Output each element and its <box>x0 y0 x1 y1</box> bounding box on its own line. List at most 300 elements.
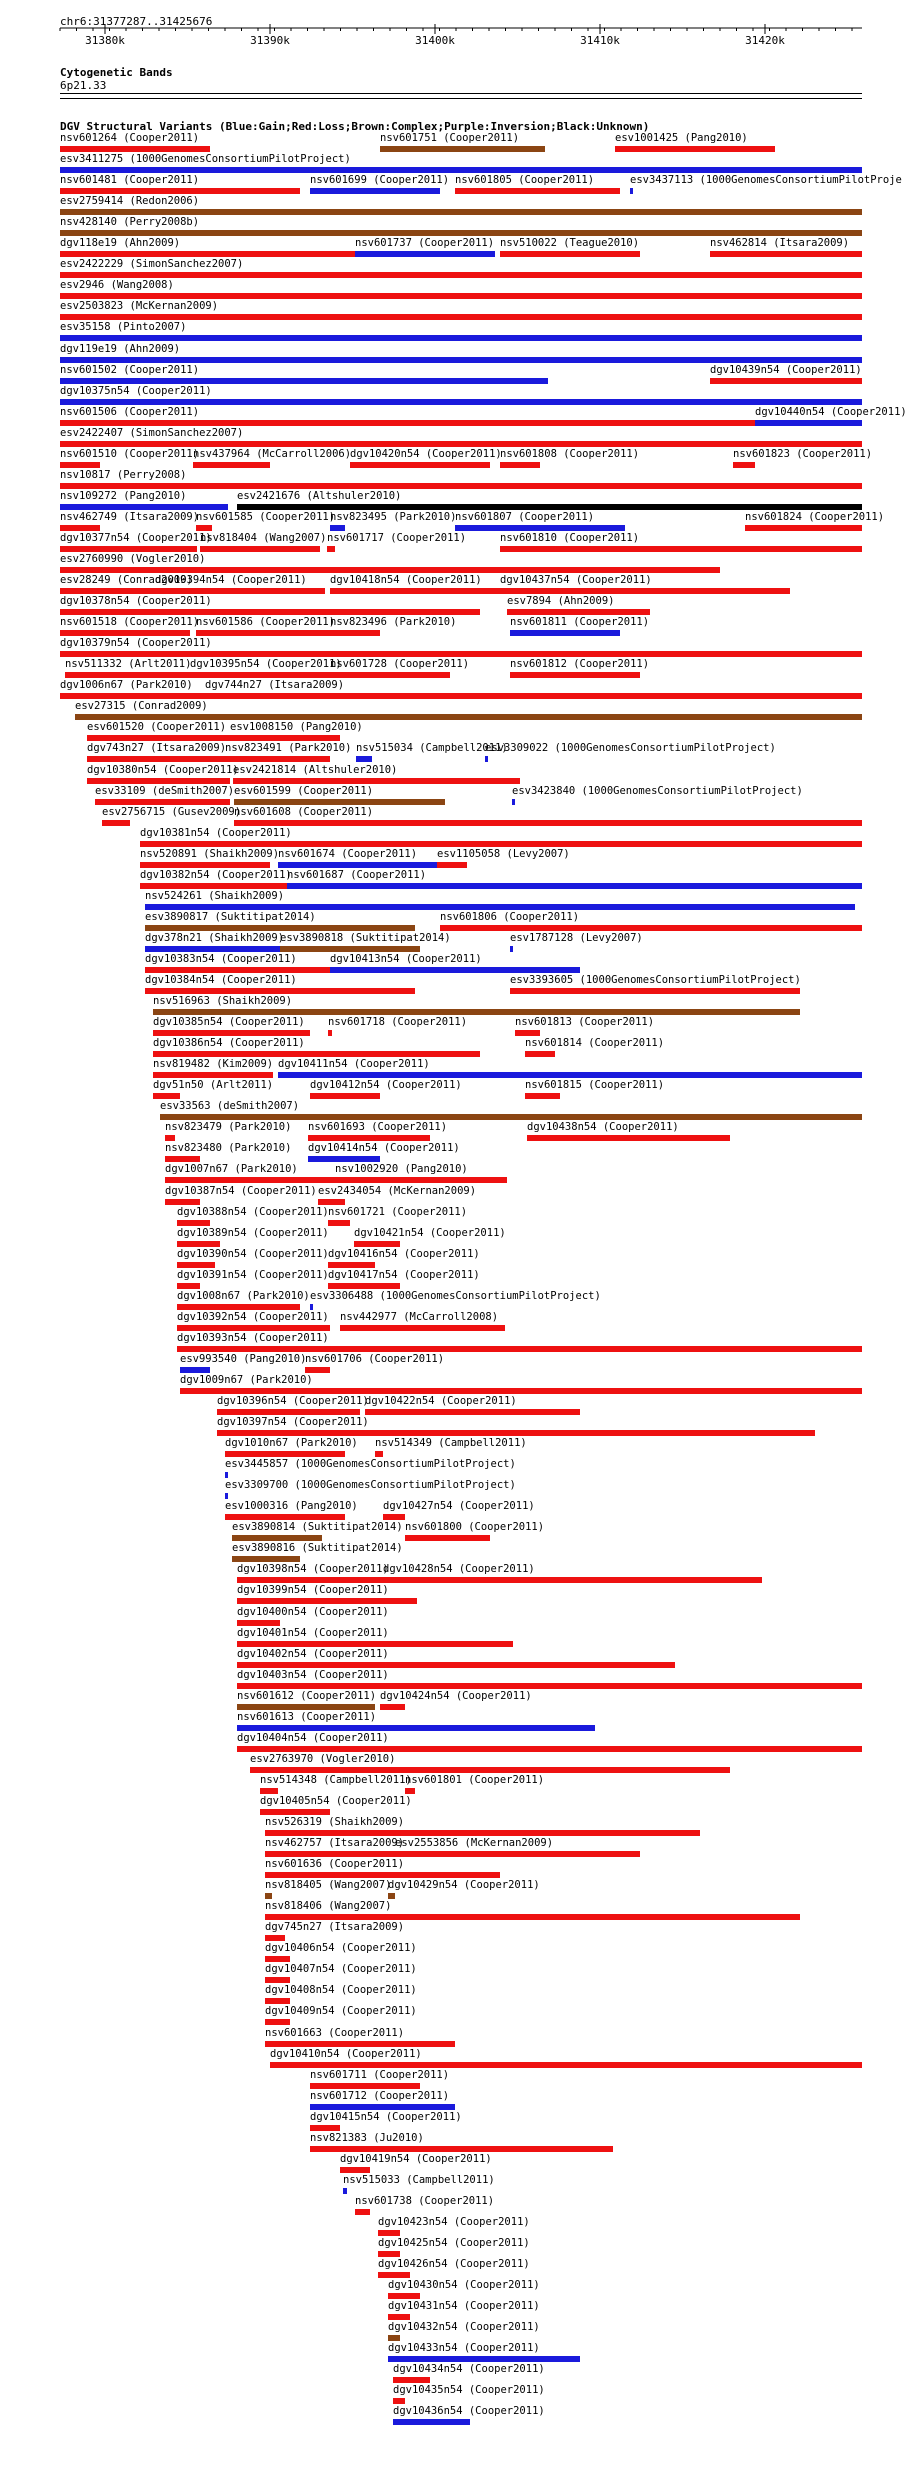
dgv-feature-bar[interactable] <box>60 441 862 447</box>
dgv-feature-bar[interactable] <box>375 1451 383 1457</box>
dgv-feature[interactable] <box>60 428 862 450</box>
dgv-feature-bar[interactable] <box>237 1577 383 1583</box>
dgv-feature[interactable] <box>265 1859 500 1881</box>
dgv-feature-bar[interactable] <box>388 1893 395 1899</box>
dgv-feature[interactable] <box>378 2237 530 2260</box>
dgv-feature[interactable] <box>165 1142 292 1165</box>
dgv-feature[interactable] <box>265 1942 417 1965</box>
dgv-feature[interactable] <box>375 1437 527 1460</box>
dgv-feature[interactable] <box>260 1795 412 1818</box>
dgv-feature[interactable] <box>378 2258 530 2281</box>
dgv-feature-bar[interactable] <box>217 1409 360 1415</box>
dgv-feature[interactable] <box>237 491 862 513</box>
dgv-feature[interactable] <box>510 975 800 997</box>
dgv-feature[interactable] <box>60 238 355 260</box>
dgv-feature-bar[interactable] <box>75 714 862 720</box>
dgv-feature[interactable] <box>225 1500 358 1523</box>
dgv-feature[interactable] <box>153 1038 480 1060</box>
dgv-feature-bar[interactable] <box>265 1998 290 2004</box>
dgv-feature[interactable] <box>356 742 508 765</box>
dgv-feature-bar[interactable] <box>60 588 160 594</box>
dgv-feature-bar[interactable] <box>225 1451 345 1457</box>
dgv-feature-bar[interactable] <box>278 862 440 868</box>
dgv-feature[interactable] <box>354 1227 506 1250</box>
dgv-feature[interactable] <box>237 1670 862 1692</box>
dgv-feature-bar[interactable] <box>225 1514 345 1520</box>
dgv-feature-bar[interactable] <box>237 1704 375 1710</box>
dgv-feature[interactable] <box>515 1016 655 1039</box>
dgv-feature-bar[interactable] <box>733 462 755 468</box>
dgv-feature[interactable] <box>745 511 885 534</box>
dgv-feature[interactable] <box>507 596 650 618</box>
dgv-feature-bar[interactable] <box>308 1156 380 1162</box>
dgv-feature-bar[interactable] <box>145 925 415 931</box>
dgv-feature-bar[interactable] <box>60 209 862 215</box>
dgv-feature[interactable] <box>485 742 776 765</box>
dgv-feature-bar[interactable] <box>500 462 540 468</box>
dgv-feature-bar[interactable] <box>60 399 862 405</box>
dgv-feature-bar[interactable] <box>230 735 330 741</box>
dgv-feature-bar[interactable] <box>225 756 330 762</box>
dgv-feature[interactable] <box>190 658 342 681</box>
dgv-feature-bar[interactable] <box>60 651 862 657</box>
dgv-feature[interactable] <box>237 1733 862 1755</box>
dgv-feature[interactable] <box>710 365 862 387</box>
dgv-feature[interactable] <box>95 785 235 808</box>
dgv-feature-bar[interactable] <box>60 462 100 468</box>
dgv-feature-bar[interactable] <box>193 462 270 468</box>
dgv-feature-bar[interactable] <box>165 1199 200 1205</box>
dgv-feature[interactable] <box>234 786 445 808</box>
dgv-feature[interactable] <box>510 932 643 955</box>
dgv-feature[interactable] <box>378 2216 530 2239</box>
dgv-feature-bar[interactable] <box>340 1325 505 1331</box>
dgv-feature[interactable] <box>355 238 495 260</box>
dgv-feature[interactable] <box>177 1290 310 1313</box>
dgv-feature[interactable] <box>60 596 480 618</box>
dgv-feature-bar[interactable] <box>710 251 862 257</box>
dgv-feature-bar[interactable] <box>265 1830 700 1836</box>
dgv-feature-bar[interactable] <box>265 1872 500 1878</box>
dgv-feature-bar[interactable] <box>225 1493 228 1499</box>
dgv-feature-bar[interactable] <box>60 251 355 257</box>
dgv-feature-bar[interactable] <box>330 588 500 594</box>
dgv-feature[interactable] <box>60 638 862 660</box>
dgv-feature-bar[interactable] <box>265 1851 395 1857</box>
dgv-feature-bar[interactable] <box>305 1367 330 1373</box>
dgv-feature-bar[interactable] <box>165 1135 175 1141</box>
dgv-feature-bar[interactable] <box>265 1935 285 1941</box>
dgv-feature[interactable] <box>328 1269 480 1292</box>
dgv-feature[interactable] <box>180 1353 307 1376</box>
dgv-feature-bar[interactable] <box>232 1556 300 1562</box>
dgv-feature-bar[interactable] <box>310 2146 613 2152</box>
dgv-feature[interactable] <box>280 932 451 955</box>
dgv-feature[interactable] <box>310 2069 450 2092</box>
dgv-feature[interactable] <box>60 280 862 302</box>
dgv-feature-bar[interactable] <box>153 1072 273 1078</box>
dgv-feature-bar[interactable] <box>60 567 720 573</box>
dgv-feature[interactable] <box>308 1142 460 1165</box>
dgv-feature[interactable] <box>330 511 457 534</box>
dgv-feature[interactable] <box>710 238 862 260</box>
dgv-feature[interactable] <box>365 1396 580 1418</box>
dgv-feature[interactable] <box>165 1164 335 1186</box>
dgv-feature-bar[interactable] <box>378 2230 400 2236</box>
dgv-feature-bar[interactable] <box>393 2377 430 2383</box>
dgv-feature[interactable] <box>328 1248 480 1271</box>
dgv-feature[interactable] <box>278 849 440 871</box>
dgv-feature[interactable] <box>225 1437 358 1460</box>
dgv-feature-bar[interactable] <box>350 462 490 468</box>
dgv-feature-bar[interactable] <box>330 525 345 531</box>
dgv-feature-bar[interactable] <box>510 946 513 952</box>
dgv-feature[interactable] <box>287 870 862 892</box>
dgv-feature-bar[interactable] <box>250 1767 730 1773</box>
dgv-feature[interactable] <box>60 532 212 555</box>
dgv-feature[interactable] <box>388 2300 540 2323</box>
dgv-feature[interactable] <box>165 1121 292 1144</box>
dgv-feature-bar[interactable] <box>365 1409 580 1415</box>
dgv-feature-bar[interactable] <box>265 1893 272 1899</box>
dgv-feature-bar[interactable] <box>328 1030 332 1036</box>
dgv-feature[interactable] <box>196 616 336 639</box>
dgv-feature[interactable] <box>510 616 650 639</box>
dgv-feature-bar[interactable] <box>755 420 862 426</box>
dgv-feature[interactable] <box>355 2195 495 2218</box>
dgv-feature[interactable] <box>102 806 242 829</box>
dgv-feature-bar[interactable] <box>310 2125 340 2131</box>
dgv-feature[interactable] <box>180 1375 862 1397</box>
dgv-feature-bar[interactable] <box>145 904 855 910</box>
dgv-feature-bar[interactable] <box>388 2335 400 2341</box>
dgv-feature-bar[interactable] <box>343 2188 347 2194</box>
dgv-feature-bar[interactable] <box>205 693 862 699</box>
dgv-feature[interactable] <box>455 512 625 534</box>
dgv-feature[interactable] <box>440 912 862 934</box>
dgv-feature[interactable] <box>232 1521 403 1544</box>
dgv-feature[interactable] <box>383 1500 535 1523</box>
dgv-feature[interactable] <box>265 1879 392 1902</box>
dgv-feature[interactable] <box>60 175 300 197</box>
dgv-feature[interactable] <box>145 912 415 934</box>
dgv-feature[interactable] <box>153 1017 310 1039</box>
dgv-feature[interactable] <box>308 1121 448 1144</box>
dgv-feature-bar[interactable] <box>60 630 190 636</box>
dgv-feature[interactable] <box>500 448 640 471</box>
dgv-feature-bar[interactable] <box>507 609 650 615</box>
dgv-feature-bar[interactable] <box>437 862 467 868</box>
dgv-feature[interactable] <box>310 2111 462 2134</box>
dgv-feature-bar[interactable] <box>60 504 228 510</box>
dgv-feature[interactable] <box>230 721 363 744</box>
dgv-feature-bar[interactable] <box>60 335 862 341</box>
dgv-feature-bar[interactable] <box>237 504 862 510</box>
dgv-feature-bar[interactable] <box>237 1662 675 1668</box>
dgv-feature-bar[interactable] <box>265 1914 800 1920</box>
dgv-feature[interactable] <box>153 996 800 1018</box>
dgv-feature-bar[interactable] <box>510 672 640 678</box>
dgv-feature-bar[interactable] <box>265 1956 290 1962</box>
dgv-feature[interactable] <box>393 2405 545 2428</box>
dgv-feature-bar[interactable] <box>310 1093 380 1099</box>
dgv-feature-bar[interactable] <box>177 1304 300 1310</box>
dgv-feature[interactable] <box>260 1774 412 1797</box>
dgv-feature-bar[interactable] <box>335 1177 507 1183</box>
dgv-feature-bar[interactable] <box>60 525 100 531</box>
dgv-feature[interactable] <box>237 1563 389 1586</box>
dgv-feature[interactable] <box>395 1838 640 1860</box>
dgv-feature-bar[interactable] <box>140 883 287 889</box>
dgv-feature[interactable] <box>75 701 862 723</box>
dgv-feature[interactable] <box>165 1185 317 1208</box>
dgv-feature[interactable] <box>265 1963 417 1986</box>
dgv-feature[interactable] <box>60 322 862 344</box>
dgv-feature-bar[interactable] <box>87 778 230 784</box>
dgv-feature[interactable] <box>87 764 239 787</box>
dgv-feature-bar[interactable] <box>60 546 197 552</box>
dgv-feature-bar[interactable] <box>310 1304 313 1310</box>
dgv-feature[interactable] <box>270 2049 862 2071</box>
dgv-feature[interactable] <box>380 133 545 155</box>
dgv-feature-bar[interactable] <box>225 1472 228 1478</box>
dgv-feature-bar[interactable] <box>237 1620 280 1626</box>
dgv-feature-bar[interactable] <box>340 2167 370 2173</box>
dgv-feature[interactable] <box>437 848 570 871</box>
dgv-feature-bar[interactable] <box>515 1030 540 1036</box>
dgv-feature-bar[interactable] <box>196 525 212 531</box>
dgv-feature-bar[interactable] <box>265 2019 290 2025</box>
dgv-feature-bar[interactable] <box>60 420 755 426</box>
dgv-feature[interactable] <box>60 133 210 155</box>
dgv-feature-bar[interactable] <box>278 1072 862 1078</box>
dgv-feature-bar[interactable] <box>145 946 300 952</box>
dgv-feature-bar[interactable] <box>710 378 862 384</box>
dgv-feature[interactable] <box>335 1164 507 1186</box>
dgv-feature[interactable] <box>177 1248 329 1271</box>
dgv-feature[interactable] <box>177 1269 329 1292</box>
dgv-feature[interactable] <box>265 1837 405 1860</box>
dgv-feature[interactable] <box>393 2363 545 2386</box>
dgv-feature[interactable] <box>250 1754 730 1776</box>
dgv-feature-bar[interactable] <box>500 546 862 552</box>
dgv-feature[interactable] <box>525 1037 665 1060</box>
dgv-feature-bar[interactable] <box>233 778 520 784</box>
dgv-feature-bar[interactable] <box>60 293 862 299</box>
dgv-feature-bar[interactable] <box>287 883 862 889</box>
dgv-feature-bar[interactable] <box>177 1325 330 1331</box>
dgv-feature-bar[interactable] <box>60 146 210 152</box>
dgv-feature[interactable] <box>60 511 200 534</box>
dgv-feature-bar[interactable] <box>383 1514 405 1520</box>
dgv-feature[interactable] <box>153 1079 274 1102</box>
dgv-feature[interactable] <box>380 1690 532 1713</box>
dgv-feature-bar[interactable] <box>145 988 415 994</box>
dgv-feature-bar[interactable] <box>500 251 640 257</box>
dgv-feature-bar[interactable] <box>383 1577 762 1583</box>
dgv-feature[interactable] <box>405 1521 545 1544</box>
dgv-feature[interactable] <box>310 2133 613 2155</box>
dgv-feature[interactable] <box>330 954 580 976</box>
dgv-feature-bar[interactable] <box>177 1241 220 1247</box>
dgv-feature[interactable] <box>327 532 467 555</box>
dgv-feature-bar[interactable] <box>388 2293 420 2299</box>
dgv-feature[interactable] <box>343 2174 495 2197</box>
dgv-feature[interactable] <box>145 954 330 976</box>
dgv-feature-bar[interactable] <box>153 1009 800 1015</box>
dgv-feature[interactable] <box>60 196 862 218</box>
dgv-feature-bar[interactable] <box>745 525 862 531</box>
dgv-feature[interactable] <box>60 154 862 176</box>
dgv-feature-bar[interactable] <box>87 756 230 762</box>
dgv-feature-bar[interactable] <box>234 799 445 805</box>
dgv-feature-bar[interactable] <box>180 1388 862 1394</box>
dgv-feature[interactable] <box>205 680 862 702</box>
dgv-feature[interactable] <box>310 1290 601 1313</box>
dgv-feature[interactable] <box>145 933 300 955</box>
dgv-feature[interactable] <box>60 259 862 281</box>
dgv-feature-bar[interactable] <box>393 2398 405 2404</box>
dgv-feature[interactable] <box>65 659 190 681</box>
dgv-feature[interactable] <box>265 1817 700 1839</box>
dgv-feature[interactable] <box>310 2091 455 2113</box>
dgv-feature[interactable] <box>225 742 352 765</box>
dgv-feature-bar[interactable] <box>378 2272 410 2278</box>
dgv-feature-bar[interactable] <box>95 799 230 805</box>
dgv-feature[interactable] <box>60 344 862 366</box>
dgv-feature[interactable] <box>340 2153 492 2176</box>
dgv-feature-bar[interactable] <box>237 1746 862 1752</box>
dgv-feature-bar[interactable] <box>60 609 480 615</box>
dgv-feature-bar[interactable] <box>217 1430 815 1436</box>
dgv-feature-bar[interactable] <box>330 967 580 973</box>
dgv-feature[interactable] <box>60 470 862 492</box>
dgv-feature[interactable] <box>234 807 862 829</box>
dgv-feature[interactable] <box>265 1901 800 1923</box>
dgv-feature[interactable] <box>225 1458 516 1481</box>
dgv-feature-bar[interactable] <box>327 546 335 552</box>
dgv-feature[interactable] <box>237 1585 417 1607</box>
dgv-feature[interactable] <box>265 2005 417 2028</box>
dgv-feature[interactable] <box>200 532 327 555</box>
dgv-feature[interactable] <box>388 2321 540 2344</box>
dgv-feature-bar[interactable] <box>388 2314 410 2320</box>
dgv-feature-bar[interactable] <box>160 1114 862 1120</box>
dgv-feature[interactable] <box>265 1984 417 2007</box>
dgv-feature[interactable] <box>500 238 640 260</box>
dgv-feature-bar[interactable] <box>237 1725 595 1731</box>
dgv-feature[interactable] <box>237 1606 389 1629</box>
dgv-feature-bar[interactable] <box>355 2209 370 2215</box>
dgv-feature[interactable] <box>393 2384 545 2407</box>
dgv-feature-bar[interactable] <box>308 1135 430 1141</box>
dgv-feature-bar[interactable] <box>177 1283 200 1289</box>
dgv-feature[interactable] <box>237 1628 513 1650</box>
dgv-feature-bar[interactable] <box>393 2419 470 2425</box>
dgv-feature[interactable] <box>145 975 415 997</box>
dgv-feature-bar[interactable] <box>177 1346 862 1352</box>
dgv-feature[interactable] <box>405 1774 545 1797</box>
dgv-feature-bar[interactable] <box>330 672 450 678</box>
dgv-feature-bar[interactable] <box>196 630 330 636</box>
dgv-feature[interactable] <box>233 765 520 787</box>
dgv-feature-bar[interactable] <box>354 1241 400 1247</box>
dgv-feature[interactable] <box>217 1417 815 1439</box>
dgv-feature[interactable] <box>340 1312 505 1334</box>
dgv-feature-bar[interactable] <box>165 1156 200 1162</box>
dgv-feature[interactable] <box>60 301 862 323</box>
dgv-feature-bar[interactable] <box>328 1220 350 1226</box>
dgv-feature-bar[interactable] <box>455 525 625 531</box>
dgv-feature[interactable] <box>305 1353 445 1376</box>
dgv-feature-bar[interactable] <box>265 2041 455 2047</box>
dgv-feature-bar[interactable] <box>615 146 775 152</box>
dgv-feature[interactable] <box>155 575 325 597</box>
dgv-feature[interactable] <box>265 1921 405 1944</box>
dgv-feature[interactable] <box>153 1059 273 1081</box>
dgv-feature-bar[interactable] <box>145 967 330 973</box>
dgv-feature-bar[interactable] <box>388 2356 580 2362</box>
dgv-feature[interactable] <box>388 2343 580 2365</box>
dgv-feature[interactable] <box>60 616 200 639</box>
dgv-feature[interactable] <box>177 1312 330 1334</box>
dgv-feature-bar[interactable] <box>177 1262 215 1268</box>
dgv-feature[interactable] <box>232 1542 403 1565</box>
dgv-feature-bar[interactable] <box>60 188 300 194</box>
dgv-feature[interactable] <box>60 407 755 429</box>
dgv-feature-bar[interactable] <box>60 378 548 384</box>
dgv-feature[interactable] <box>140 869 292 892</box>
dgv-feature[interactable] <box>500 575 790 597</box>
dgv-feature-bar[interactable] <box>177 1220 210 1226</box>
dgv-feature-bar[interactable] <box>234 820 862 826</box>
dgv-feature-bar[interactable] <box>65 672 190 678</box>
dgv-feature[interactable] <box>60 448 200 471</box>
dgv-feature-bar[interactable] <box>260 1788 278 1794</box>
dgv-feature-bar[interactable] <box>60 230 862 236</box>
dgv-feature-bar[interactable] <box>500 588 790 594</box>
dgv-feature-bar[interactable] <box>440 925 862 931</box>
dgv-feature-bar[interactable] <box>140 841 862 847</box>
dgv-feature[interactable] <box>350 448 502 471</box>
dgv-feature[interactable] <box>328 1016 468 1039</box>
dgv-feature-bar[interactable] <box>140 862 270 868</box>
dgv-feature-bar[interactable] <box>318 1199 345 1205</box>
dgv-feature-bar[interactable] <box>356 756 372 762</box>
dgv-feature-bar[interactable] <box>510 988 800 994</box>
dgv-feature[interactable] <box>60 386 862 408</box>
dgv-feature-bar[interactable] <box>237 1641 513 1647</box>
dgv-feature[interactable] <box>278 1059 862 1081</box>
dgv-feature-bar[interactable] <box>378 2251 400 2257</box>
dgv-feature[interactable] <box>60 574 193 597</box>
dgv-feature-bar[interactable] <box>405 1535 490 1541</box>
dgv-feature[interactable] <box>328 1206 468 1229</box>
dgv-feature-bar[interactable] <box>153 1030 310 1036</box>
dgv-feature-bar[interactable] <box>310 2083 420 2089</box>
dgv-feature-bar[interactable] <box>525 1093 560 1099</box>
dgv-feature[interactable] <box>160 1101 862 1123</box>
dgv-feature-bar[interactable] <box>330 630 380 636</box>
dgv-feature[interactable] <box>630 174 902 197</box>
dgv-feature-bar[interactable] <box>265 1977 290 1983</box>
dgv-feature-bar[interactable] <box>310 188 440 194</box>
dgv-feature-bar[interactable] <box>60 272 862 278</box>
dgv-feature[interactable] <box>145 891 855 913</box>
dgv-feature-bar[interactable] <box>237 1598 417 1604</box>
dgv-feature[interactable] <box>455 175 620 197</box>
dgv-feature[interactable] <box>60 491 228 513</box>
